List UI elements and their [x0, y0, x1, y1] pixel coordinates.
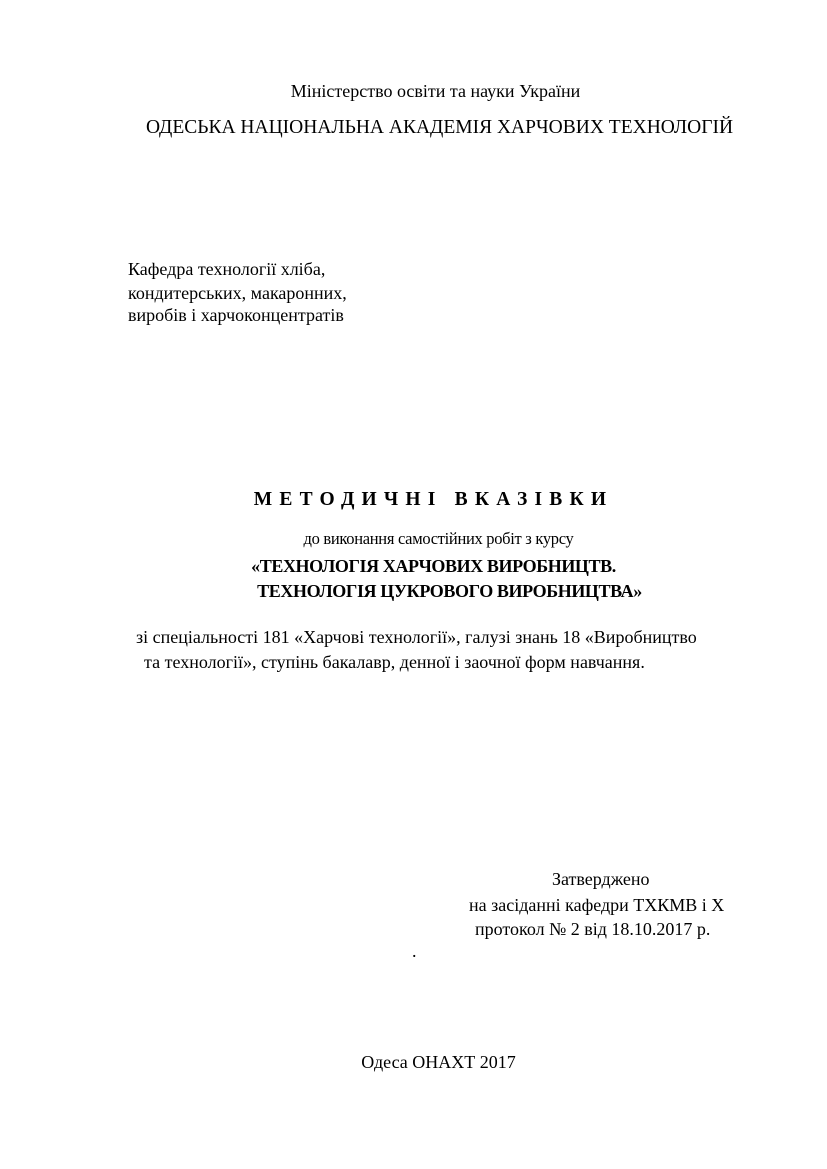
approval-protocol: протокол № 2 від 18.10.2017 р.	[475, 919, 711, 939]
department-line-2: кондитерських, макаронних,	[128, 283, 347, 303]
document-subtitle: до виконання самостійних робіт з курсу	[303, 529, 574, 548]
specialty-line-1: зі спеціальності 181 «Харчові технології», галузі знань 18 «Виробництво	[136, 627, 697, 647]
approval-meeting: на засіданні кафедри ТХКМВ і Х	[469, 895, 725, 915]
ministry-name: Міністерство освіти та науки України	[290, 81, 581, 101]
course-title-line-1: «ТЕХНОЛОГІЯ ХАРЧОВИХ ВИРОБНИЦТВ.	[251, 556, 616, 576]
academy-name: ОДЕСЬКА НАЦІОНАЛЬНА АКАДЕМІЯ ХАРЧОВИХ ТЕХНОЛОГІЙ	[145, 117, 734, 138]
department-line-1: Кафедра технології хліба,	[128, 259, 326, 279]
specialty-line-2: та технології», ступінь бакалавр, денної і заочної форм навчання.	[144, 652, 645, 672]
stray-dot-mark: .	[412, 941, 417, 961]
department-line-3: виробів і харчоконцентратів	[128, 305, 344, 325]
approval-heading: Затверджено	[552, 869, 650, 889]
course-title-line-2: ТЕХНОЛОГІЯ ЦУКРОВОГО ВИРОБНИЦТВА»	[257, 581, 642, 601]
footer-city-year: Одеса ОНАХТ 2017	[361, 1052, 516, 1072]
document-title: МЕТОДИЧНІ ВКАЗІВКИ	[253, 489, 614, 510]
